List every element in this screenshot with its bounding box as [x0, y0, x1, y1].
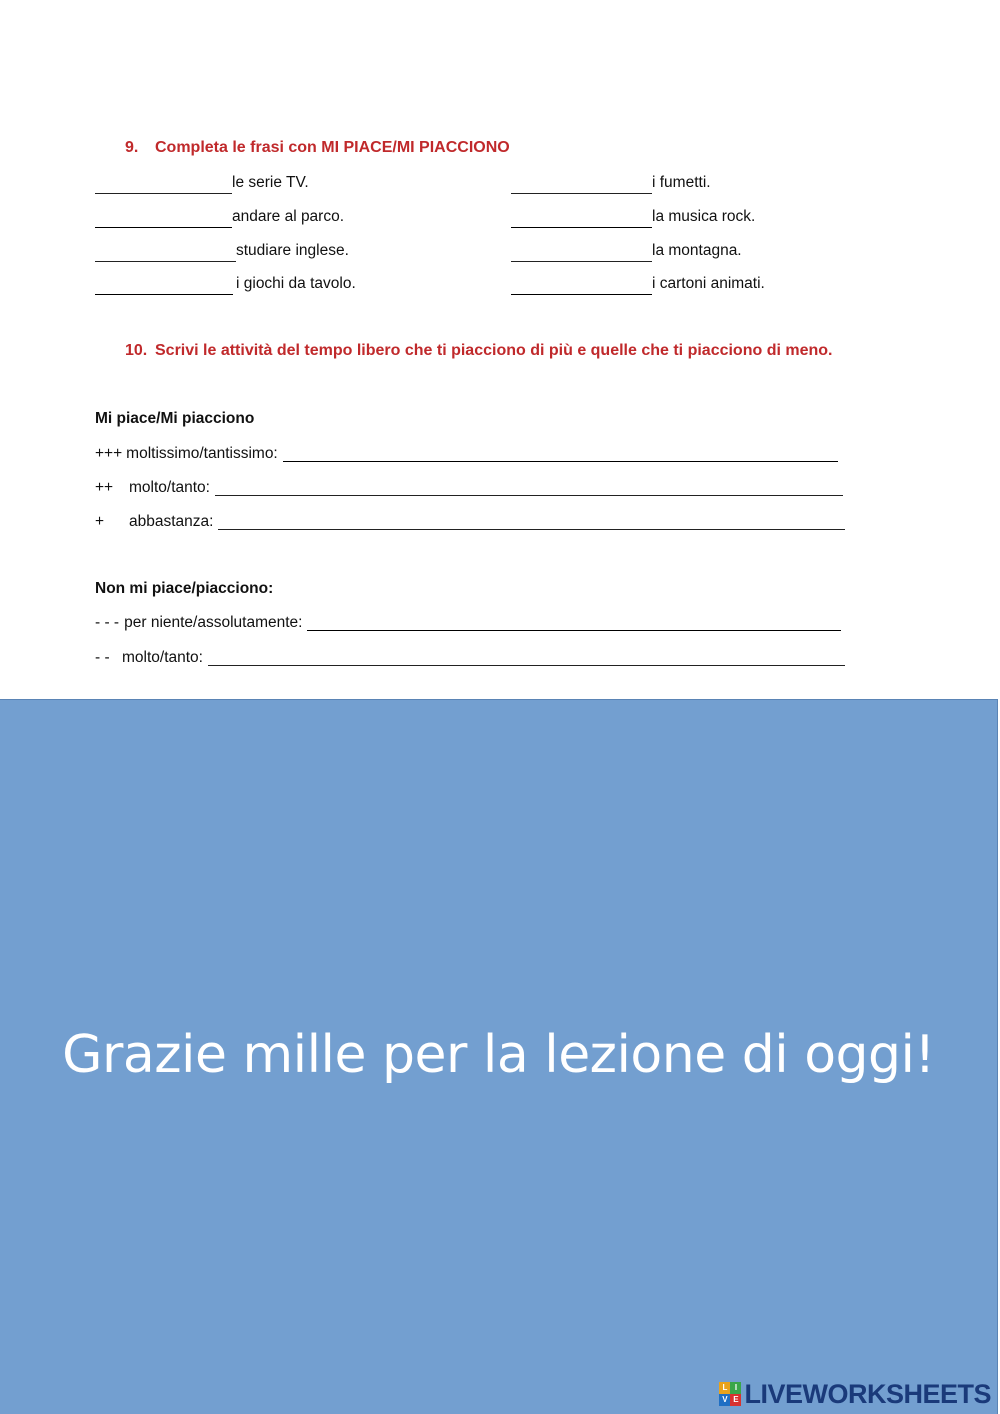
closing-message: Grazie mille per la lezione di oggi! — [62, 1025, 935, 1085]
dislikes-label: per niente/assolutamente: — [124, 614, 303, 631]
closing-panel — [0, 699, 998, 1414]
exercise-9-right-row-1 — [511, 172, 711, 194]
exercise-9-right-row-3 — [511, 240, 742, 262]
dislikes-row-much — [95, 647, 862, 669]
dislikes-symbol: - - - — [95, 614, 120, 631]
likes-label: abbastanza: — [129, 513, 214, 530]
liveworksheets-logo[interactable] — [719, 1380, 991, 1408]
answer-blank[interactable] — [511, 245, 652, 262]
answer-line[interactable] — [283, 447, 838, 462]
answer-blank[interactable] — [95, 177, 232, 194]
likes-heading: Mi piace/Mi piacciono — [95, 410, 255, 427]
exercise-9-right-row-4 — [511, 273, 765, 295]
answer-line[interactable] — [208, 651, 845, 666]
dislikes-symbol: - - — [95, 649, 110, 666]
logo-letter: E — [730, 1394, 741, 1406]
exercise-9-right-row-2 — [511, 206, 755, 228]
likes-symbol: ++ — [95, 479, 114, 496]
exercise-9-left-row-3 — [95, 240, 349, 262]
dislikes-row-not-at-all — [95, 612, 867, 634]
dislikes-label: molto/tanto: — [122, 649, 203, 666]
sentence-ending: i giochi da tavolo. — [236, 275, 356, 292]
exercise-9-left-row-1 — [95, 172, 309, 194]
answer-line[interactable] — [307, 616, 841, 631]
answer-line[interactable] — [218, 515, 845, 530]
answer-blank[interactable] — [95, 278, 233, 295]
exercise-9-title: Completa le frasi con MI PIACE/MI PIACCIONO — [155, 139, 510, 156]
sentence-ending: la musica rock. — [652, 208, 756, 225]
exercise-10-number: 10. — [125, 342, 148, 359]
likes-symbol: +++ — [95, 445, 123, 462]
liveworksheets-logo-text: LIVEWORKSHEETS — [744, 1378, 991, 1409]
answer-blank[interactable] — [95, 211, 232, 228]
answer-blank[interactable] — [95, 245, 236, 262]
sentence-ending: le serie TV. — [232, 174, 309, 191]
likes-label: molto/tanto: — [129, 479, 210, 496]
likes-row-very-much — [95, 443, 860, 465]
sentence-ending: i cartoni animati. — [652, 275, 765, 292]
likes-row-much — [95, 477, 860, 499]
answer-blank[interactable] — [511, 278, 652, 295]
sentence-ending: la montagna. — [652, 242, 742, 259]
sentence-ending: i fumetti. — [652, 174, 711, 191]
answer-blank[interactable] — [511, 211, 652, 228]
sentence-ending: studiare inglese. — [236, 242, 349, 259]
exercise-9-left-row-2 — [95, 206, 344, 228]
likes-symbol: + — [95, 513, 105, 530]
dislikes-heading: Non mi piace/piacciono: — [95, 580, 274, 597]
exercise-10-heading — [125, 342, 832, 360]
sentence-ending: andare al parco. — [232, 208, 345, 225]
answer-line[interactable] — [215, 481, 843, 496]
exercise-9-heading — [125, 139, 510, 157]
likes-row-enough — [95, 511, 860, 533]
logo-letter: V — [719, 1394, 730, 1406]
exercise-9-left-row-4 — [95, 273, 356, 295]
liveworksheets-logo-icon — [719, 1382, 741, 1406]
logo-letter: I — [730, 1382, 741, 1394]
exercise-10-title: Scrivi le attività del tempo libero che ti piacciono di più e quelle che ti piacciono di meno. — [155, 342, 833, 359]
logo-letter: L — [719, 1382, 730, 1394]
likes-label: moltissimo/tantissimo: — [126, 445, 278, 462]
answer-blank[interactable] — [511, 177, 652, 194]
exercise-9-number: 9. — [125, 139, 139, 156]
